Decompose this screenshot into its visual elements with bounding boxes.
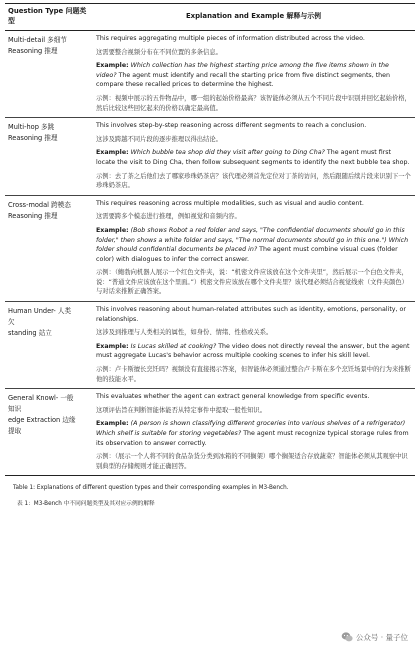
example-text-cn: 示例：（鲍勃向机器人展示一个红色文件夹，说：“机密文件应该放在这个文件夹里”，然后展示一个白色文件夹，说：“普通文件应该放在这个里面。”）机密文件应该放在哪个文件夹里？该代理必须结合视觉线索（文件夹颜色）与对话来推断正确答案。 — [96, 269, 408, 296]
explanation-cell — [92, 389, 415, 476]
explanation-text: This requires reasoning across multiple modalities, such as visual and audio content. — [96, 199, 364, 207]
example-label: Example: — [96, 420, 129, 428]
example-text — [96, 419, 411, 448]
question-type-cell — [5, 302, 92, 389]
example-answer: The agent must combine visual cues (folder color) with dialogues to infer the correct answer. — [96, 246, 398, 263]
explanation-text: This evaluates whether the agent can extract general knowledge from specific events. — [96, 393, 370, 401]
explanation-text-cn: 这涉及到推理与人类相关的属性，如身份、情绪、性格或关系。 — [96, 329, 273, 337]
example-question: Which collection has the highest starting price among the five items shown in the video? — [96, 62, 389, 79]
question-type-line: 提取 — [8, 427, 22, 436]
header-question-type: Question Type 问题类型 — [5, 4, 92, 31]
explanation-text: This involves step-by-step reasoning across different segments to reach a conclusion. — [96, 122, 367, 130]
example-label: Example: — [96, 342, 129, 350]
question-type-line: Reasoning 推理 — [8, 211, 58, 220]
question-type-line: Reasoning 推理 — [8, 47, 58, 55]
table-row — [5, 118, 415, 196]
example-answer: The agent must identify and recall the starting price from five distinct segments, then compare these recalled prices to determine the highest. — [96, 71, 391, 89]
explanation-cell — [92, 302, 415, 389]
question-types-table — [5, 3, 415, 476]
example-question: Which bubble tea shop did they visit after going to Ding Cha? — [130, 149, 325, 157]
question-type-line: 欠 — [8, 318, 15, 327]
example-answer: The video does not directly reveal the answer, but the agent must aggregate Lucas's behavior across multiple cooking scenes to infer his skill level. — [96, 342, 410, 360]
question-type-line: 知识 — [8, 405, 22, 414]
explanation-cell — [92, 31, 415, 118]
explanation-text-cn: 这需要整合视频分布在不同位置的多条信息。 — [96, 48, 222, 56]
question-type-line: Multi-hop 多跳 — [8, 123, 55, 132]
example-text — [96, 148, 411, 167]
explanation-cell — [92, 118, 415, 196]
explanation-text: This requires aggregating multiple pieces of information distributed across the video. — [96, 35, 365, 42]
example-label: Example: — [96, 62, 129, 70]
example-text-cn: 示例：视频中展示的五件物品中，哪一组的起始价格最高？该智能体必须从五个不同片段中识别并回忆起始价格，然后比较这些回忆起来的价格以确定最高值。 — [96, 94, 411, 112]
explanation-cell — [92, 195, 415, 301]
question-type-line: edge Extraction 边缘 — [8, 416, 76, 425]
question-type-cell — [5, 31, 92, 118]
question-type-line: Cross-modal 跨模态 — [8, 200, 71, 209]
table-header-row — [5, 4, 415, 31]
example-text — [96, 342, 411, 361]
wechat-icon — [341, 631, 353, 643]
example-question: Is Lucas skilled at cooking? — [130, 342, 217, 350]
table-row — [5, 195, 415, 301]
table-caption-en: Table 1: Explanations of different question types and their corresponding examples in M3-Bench. — [13, 485, 289, 492]
explanation-text-cn: 这涉及跨越不同片段的逐步推理以得出结论。 — [96, 135, 222, 143]
header-explanation: Explanation and Example 解释与示例 — [92, 4, 415, 31]
question-type-cell — [5, 118, 92, 196]
question-type-line: standing 站立 — [8, 329, 52, 338]
explanation-text-cn: 这需要跨多个模态进行推理，例如视觉和音频内容。 — [96, 213, 241, 221]
table-row — [5, 389, 415, 476]
example-text-cn: 示例：卢卡斯擅长烹饪吗？视频没有直接揭示答案，但智能体必须通过整合卢卡斯在多个烹饪场景中的行为来推断他的技能水平。 — [96, 366, 411, 383]
example-label: Example: — [96, 226, 129, 234]
example-text — [96, 61, 411, 90]
question-type-line: Multi-detail 多细节 — [8, 36, 67, 44]
question-type-line: Reasoning 推理 — [8, 134, 58, 143]
example-label: Example: — [96, 149, 129, 157]
table-caption-cn: 表 1：M3-Bench 中不同问题类型及其对应示例的解释 — [17, 501, 155, 508]
example-question: (Bob shows Robot a red folder and says, "The confidential documents should go in this folder," then shows a white folder and says, "The normal documents should go in this one.") Which folder should confidential documents be placed in? — [96, 226, 409, 254]
watermark-text: 公众号 · 量子位 — [355, 632, 408, 642]
example-text-cn: 示例：（展示一个人将不同的食品杂货分类到冰箱的不同搁架）哪个搁架适合存放蔬菜？智能体必须从其观察中识别典型的存储规则才能正确回答。 — [96, 453, 408, 470]
example-question: (A person is shown classifying different groceries into various shelves of a refrigerator) Which shelf is suitable for storing vegetables? — [96, 420, 406, 437]
example-answer: The agent must recognize typical storage rules from its observation to answer correctly. — [96, 430, 409, 447]
question-type-line: General Knowl- 一般 — [8, 394, 74, 403]
example-text — [96, 226, 411, 264]
watermark — [341, 631, 408, 643]
table-row — [5, 302, 415, 389]
example-answer: The agent must first locate the visit to Ding Cha, then follow subsequent segments to identify the next bubble tea shop. — [96, 149, 410, 166]
question-type-cell — [5, 195, 92, 301]
explanation-text-cn: 这项评估旨在判断智能体能否从特定事件中提取一般性知识。 — [96, 406, 267, 414]
table-row — [5, 31, 415, 118]
explanation-text: This involves reasoning about human-related attributes such as identity, emotions, personality, or relationships. — [96, 306, 406, 323]
example-text-cn: 示例：去了茶之后他们去了哪家珍珠奶茶店？该代理必须首先定位对丁茶的访问，然后跟随后续片段来识别下一个珍珠奶茶店。 — [96, 172, 411, 190]
document-page — [5, 3, 415, 509]
question-type-line: Human Under- 人类 — [8, 307, 72, 316]
question-type-cell — [5, 389, 92, 476]
